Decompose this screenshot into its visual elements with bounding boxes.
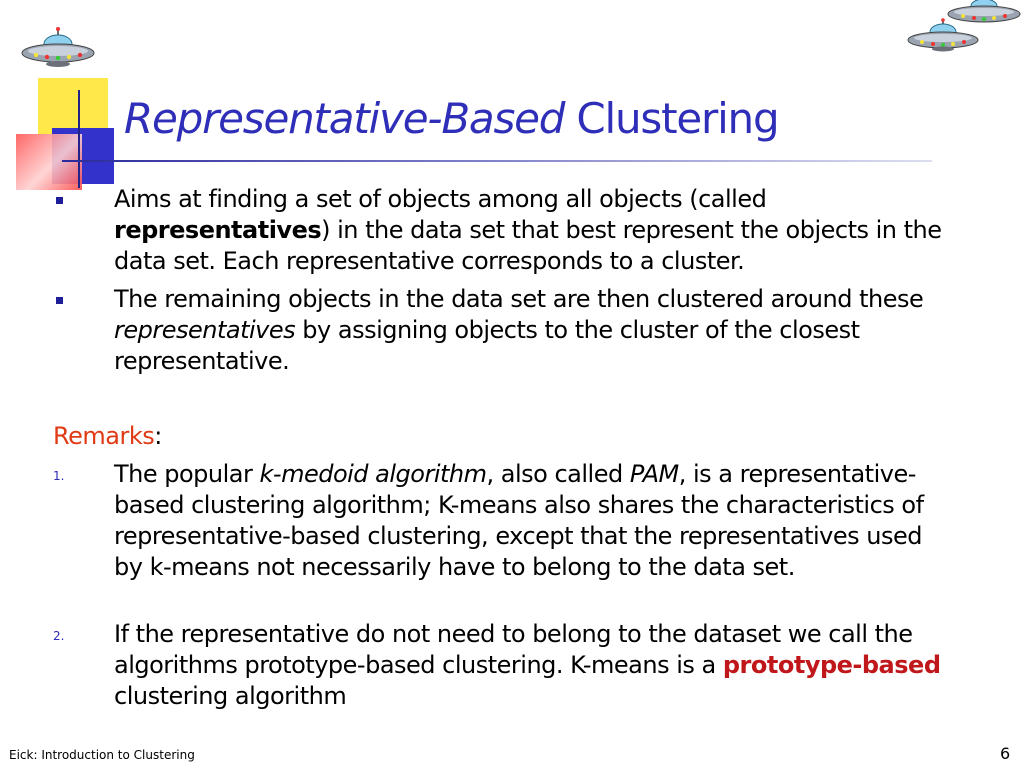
decor-red-square: [16, 134, 82, 190]
square-bullet-icon: [56, 297, 63, 304]
item-text: clustering algorithm: [114, 682, 347, 710]
bullet-text: by assigning objects to the cluster of the closest representative.: [114, 316, 860, 375]
decor-vertical-line: [78, 90, 80, 188]
numbered-item: [114, 619, 944, 712]
item-text: , also called: [486, 460, 623, 488]
item-italic-term: PAM: [629, 460, 679, 488]
bullet-item: [114, 284, 944, 377]
page-number: 6: [1000, 744, 1011, 763]
remarks-label: Remarks: [53, 422, 155, 450]
ufo-icon: [906, 18, 980, 52]
bullet-text: The remaining objects in the data set are then clustered around these: [114, 285, 924, 313]
item-text: , is a representative-based clustering algorithm; K-means also shares the characteristics of representative-based clustering, except that the representatives used by k-means not necessarily have to belong to the data set.: [114, 460, 924, 581]
bullet-italic-term: representatives: [114, 316, 296, 344]
list-number: 1.: [53, 469, 65, 483]
item-italic-term: k-medoid algorithm: [259, 460, 487, 488]
decor-yellow-square: [38, 78, 108, 134]
numbered-item: [114, 459, 944, 583]
remarks-colon: :: [154, 422, 162, 450]
title-plain-part: Clustering: [576, 94, 779, 143]
bullet-bold-term: representatives: [114, 216, 322, 244]
slide-footer: Eick: Introduction to Clustering: [9, 748, 195, 762]
item-bold-red-term: prototype-based: [722, 651, 941, 679]
slide-title: [124, 96, 778, 142]
ufo-icon: [20, 26, 96, 70]
title-italic-part: Representative-Based: [124, 94, 565, 143]
list-number: 2.: [53, 629, 65, 643]
square-bullet-icon: [56, 197, 63, 204]
remarks-heading: [53, 421, 162, 452]
bullet-text: ) in the data set that best represent the objects in the data set. Each representative corresponds to a cluster.: [114, 216, 942, 275]
item-text: The popular: [114, 460, 253, 488]
bullet-text: Aims at finding a set of objects among all objects (called: [114, 185, 767, 213]
item-text: If the representative do not need to belong to the dataset we call the algorithms prototype-based clustering. K-means is a: [114, 620, 913, 679]
title-underline: [62, 160, 932, 162]
bullet-item: [114, 184, 944, 277]
